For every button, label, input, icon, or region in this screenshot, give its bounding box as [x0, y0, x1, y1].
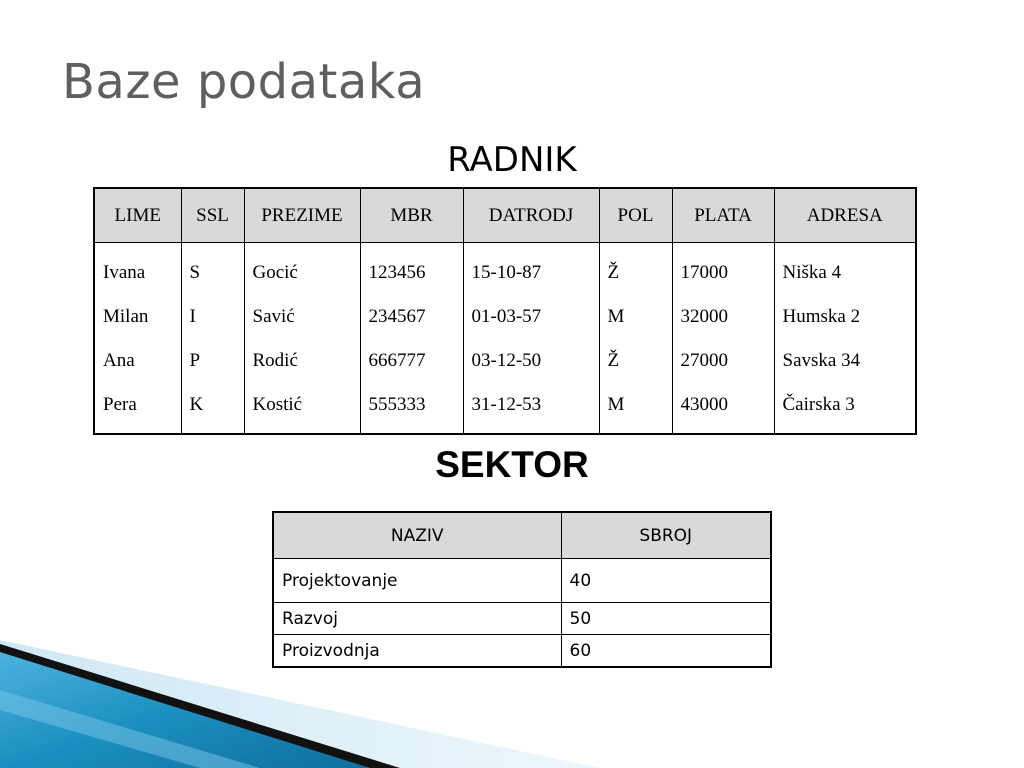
radnik-cell: Niška 4 — [774, 243, 916, 296]
radnik-cell: Ana — [94, 339, 181, 383]
radnik-cell: 666777 — [360, 339, 463, 383]
radnik-col-header: MBR — [360, 188, 463, 243]
radnik-row — [94, 243, 916, 296]
radnik-cell: P — [181, 339, 244, 383]
radnik-cell: 234567 — [360, 295, 463, 339]
sektor-header-row — [273, 512, 771, 559]
radnik-cell: 31-12-53 — [463, 383, 599, 434]
corner-decoration — [0, 630, 600, 768]
radnik-cell: Gocić — [244, 243, 360, 296]
radnik-cell: Kostić — [244, 383, 360, 434]
radnik-cell: 123456 — [360, 243, 463, 296]
radnik-col-header: PLATA — [672, 188, 774, 243]
radnik-cell: Milan — [94, 295, 181, 339]
radnik-caption: RADNIK — [447, 140, 577, 180]
radnik-cell: Humska 2 — [774, 295, 916, 339]
radnik-cell: Ivana — [94, 243, 181, 296]
radnik-cell: Rodić — [244, 339, 360, 383]
radnik-cell: I — [181, 295, 244, 339]
radnik-col-header: DATRODJ — [463, 188, 599, 243]
radnik-cell: 32000 — [672, 295, 774, 339]
sektor-cell: 60 — [561, 635, 771, 668]
radnik-cell: Savić — [244, 295, 360, 339]
radnik-cell: 43000 — [672, 383, 774, 434]
sektor-caption: SEKTOR — [435, 444, 589, 485]
radnik-col-header: ADRESA — [774, 188, 916, 243]
radnik-cell: Čairska 3 — [774, 383, 916, 434]
radnik-cell: 03-12-50 — [463, 339, 599, 383]
radnik-cell: 17000 — [672, 243, 774, 296]
radnik-cell: Ž — [599, 339, 672, 383]
radnik-cell: K — [181, 383, 244, 434]
sektor-col-header: NAZIV — [273, 512, 561, 559]
radnik-col-header: POL — [599, 188, 672, 243]
radnik-col-header: PREZIME — [244, 188, 360, 243]
slide-title: Baze podataka — [62, 54, 426, 110]
radnik-cell: Ž — [599, 243, 672, 296]
radnik-cell: 555333 — [360, 383, 463, 434]
radnik-cell: M — [599, 295, 672, 339]
sektor-cell: Razvoj — [273, 603, 561, 635]
radnik-row — [94, 295, 916, 339]
radnik-cell: Savska 34 — [774, 339, 916, 383]
sektor-row — [273, 559, 771, 603]
sektor-cell: 40 — [561, 559, 771, 603]
radnik-cell: M — [599, 383, 672, 434]
radnik-cell: 27000 — [672, 339, 774, 383]
radnik-cell: 15-10-87 — [463, 243, 599, 296]
radnik-header-row — [94, 188, 916, 243]
radnik-col-header: SSL — [181, 188, 244, 243]
sektor-cell: 50 — [561, 603, 771, 635]
radnik-row — [94, 383, 916, 434]
radnik-row — [94, 339, 916, 383]
radnik-table — [93, 187, 917, 435]
radnik-cell: Pera — [94, 383, 181, 434]
radnik-cell: S — [181, 243, 244, 296]
radnik-col-header: LIME — [94, 188, 181, 243]
sektor-cell: Proizvodnja — [273, 635, 561, 668]
sektor-cell: Projektovanje — [273, 559, 561, 603]
sektor-col-header: SBROJ — [561, 512, 771, 559]
radnik-cell: 01-03-57 — [463, 295, 599, 339]
